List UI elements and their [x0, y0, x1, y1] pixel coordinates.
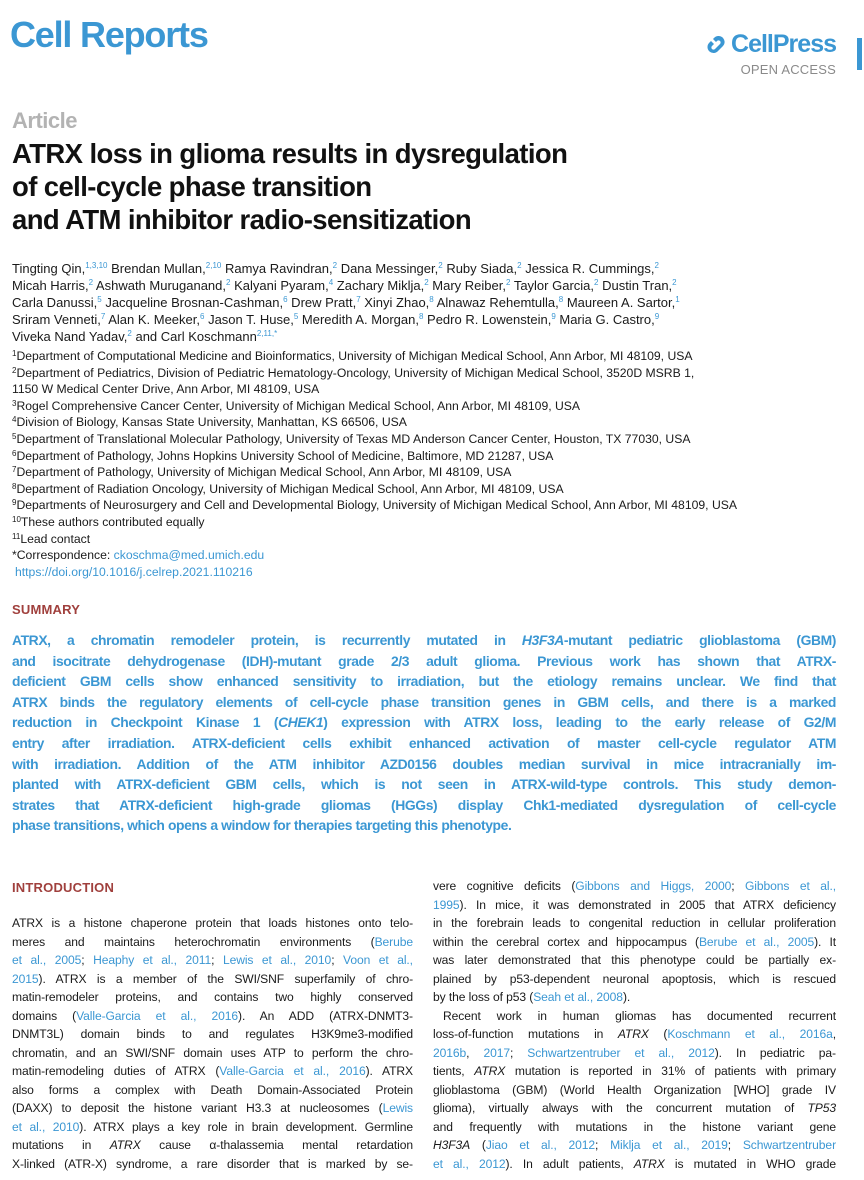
text-line: phase transitions, which opens a window for therapies targeting this phenotype. [12, 817, 512, 834]
text-line: et al., 2005; Heaphy et al., 2011; Lewis et al., 2010; Voon et al., [12, 953, 413, 967]
affiliation-number: 2 [12, 365, 17, 375]
text-line: deficient GBM cells show enhanced sensitivity to irradiation, but the etiology remains unclear. We find that [12, 673, 836, 690]
article-type: Article [12, 108, 77, 133]
affiliation-text: Department of Pediatrics, Division of Pediatric Hematology-Oncology, University of Michigan Medical School, 3520D MSRB 1, [16, 365, 695, 380]
author-name: Pedro R. Lowenstein, [423, 312, 552, 327]
author-name: Ruby Siada, [442, 261, 518, 276]
doi-row [12, 564, 737, 581]
affiliation-text: Lead contact [20, 531, 91, 546]
citation-link[interactable]: Koschmann et al., 2016a [667, 1027, 833, 1041]
author-name: Maria G. Castro, [555, 312, 655, 327]
affiliation-text: Department of Pathology, Johns Hopkins University School of Medicine, Baltimore, MD 21287, USA [16, 448, 554, 463]
affiliation-number: 7 [12, 465, 17, 475]
affiliation-marker[interactable]: 6 [283, 295, 288, 304]
accent-bar [857, 38, 862, 70]
text-line: vere cognitive deficits (Gibbons and Higgs, 2000; Gibbons et al., [433, 879, 836, 893]
affiliation-text: Department of Radiation Oncology, University of Michigan Medical School, Ann Arbor, MI 48109, USA [16, 481, 564, 496]
citation-link[interactable]: Gibbons and Higgs, 2000 [575, 879, 732, 893]
citation-link[interactable]: Valle-Garcia et al., 2016 [76, 1008, 239, 1023]
affiliation-marker[interactable]: 2 [127, 329, 132, 338]
title-line: and ATM inhibitor radio-sensitization [12, 204, 472, 235]
citation-link[interactable]: Berube et al., 2005 [698, 934, 815, 949]
affiliation-text: 1150 W Medical Center Drive, Ann Arbor, MI 48109, USA [12, 382, 320, 397]
text-line: 1995). In mice, it was demonstrated in 2005 that ATRX deficiency [433, 897, 836, 912]
text-line: entry after irradiation. ATRX-deficient cells exhibit enhanced activation of master cell-cycle regulator ATM [12, 734, 836, 751]
gene-name: H3F3A [521, 632, 564, 648]
text-line: 2016b, 2017; Schwartzentruber et al., 2012). In pediatric pa- [433, 1045, 836, 1060]
title-line: of cell-cycle phase transition [12, 171, 372, 202]
citation-link[interactable]: 2016b [433, 1045, 467, 1060]
text-line: plained by p53-dependent neuronal apoptosis, which is rescued [433, 971, 836, 986]
affiliation-number: 4 [12, 415, 17, 425]
text-line: reduction in Checkpoint Kinase 1 (CHEK1) expression with ATRX loss, leading to the early release of G2/M [12, 714, 836, 731]
affiliation-marker[interactable]: 4 [328, 278, 334, 287]
author-name: Dana Messinger, [337, 261, 439, 276]
text-line: glioblastoma (GBM) (World Health Organization [WHO] grade IV [433, 1082, 836, 1097]
text-line: glioma), virtually always with the concurrent mutation of TP53 [433, 1101, 836, 1115]
affiliation-marker[interactable]: 2 [517, 261, 522, 270]
affiliation [12, 414, 737, 431]
citation-link[interactable]: Seah et al., 2008 [533, 990, 623, 1004]
affiliation-marker[interactable]: 2 [505, 278, 511, 287]
text-line: (DAXX) to deposit the histone variant H3.3 at nucleosomes (Lewis [12, 1101, 413, 1115]
author-name: Mary Reiber, [428, 278, 506, 293]
journal-logo: Cell Reports [10, 14, 208, 55]
affiliation-marker[interactable]: 2 [226, 278, 231, 287]
affiliation-marker[interactable]: 1,3,10 [85, 261, 108, 270]
text-line: was later demonstrated that this phenotype could be partially ex- [433, 953, 836, 967]
intro-column-right [433, 877, 836, 1173]
affiliation-marker[interactable]: 5 [97, 295, 102, 304]
affiliation [12, 481, 737, 498]
gene-name: ATRX [617, 1027, 649, 1041]
affiliation-marker[interactable]: 8 [418, 312, 424, 321]
citation-link[interactable]: Voon et al., [343, 953, 413, 967]
cellpress-logo-icon [705, 34, 727, 56]
citation-link[interactable]: Gibbons et al., [745, 879, 836, 893]
author-list [12, 260, 680, 345]
summary-text [12, 630, 836, 836]
author-name: Taylor Garcia, [510, 278, 595, 293]
affiliation-marker[interactable]: 9 [551, 312, 556, 321]
publisher-name: CellPress [731, 30, 836, 58]
gene-name: TP53 [807, 1101, 836, 1115]
text-line: by the loss of p53 (Seah et al., 2008). [433, 990, 631, 1004]
affiliation-number: 6 [12, 448, 17, 458]
author-name: Carla Danussi, [12, 295, 98, 310]
citation-link[interactable]: Valle-Garcia et al., 2016 [219, 1064, 366, 1078]
affiliation-marker[interactable]: 8 [558, 295, 564, 304]
author-line [12, 260, 680, 277]
affiliation-marker[interactable]: 1 [675, 295, 680, 304]
affiliation-text: Division of Biology, Kansas State University, Manhattan, KS 66506, USA [16, 415, 407, 430]
affiliation [12, 348, 737, 365]
author-name: Xinyi Zhao, [360, 295, 430, 310]
affiliation-number: 10 [12, 514, 21, 524]
affiliation [12, 398, 737, 415]
citation-link[interactable]: Lewis et al., 2010 [222, 953, 332, 967]
text-line: mutations in ATRX cause α-thalassemia mental retardation [12, 1138, 414, 1152]
gene-name: ATRX [474, 1064, 506, 1078]
affiliation-marker[interactable]: 2 [654, 261, 659, 270]
text-line: strates that ATRX-deficient high-grade gliomas (HGGs) display Chk1-mediated dysregulation of cell-cycle [12, 796, 836, 813]
affiliations [12, 348, 737, 580]
text-line: domains (Valle-Garcia et al., 2016). An ADD (ATRX-DNMT3- [12, 1008, 413, 1023]
affiliation [12, 448, 737, 465]
affiliation-text: Department of Translational Molecular Pathology, University of Texas MD Anderson Cancer Center, Houston, TX 77030, USA [16, 431, 691, 446]
author-name: Ramya Ravindran, [221, 261, 333, 276]
affiliation-marker[interactable]: 7 [356, 295, 361, 304]
author-name: Jason T. Huse, [204, 312, 294, 327]
author-name: Kalyani Pyaram, [230, 278, 329, 293]
citation-link[interactable]: Lewis [382, 1101, 413, 1115]
affiliation-marker[interactable]: 2 [594, 278, 599, 287]
text-line: ATRX binds the regulatory elements of cell-cycle phase transition genes in GBM cells, and there is a marked [12, 693, 836, 710]
affiliation-marker[interactable]: 5 [293, 312, 299, 321]
author-name: Dustin Tran, [598, 278, 673, 293]
doi-link[interactable]: https://doi.org/10.1016/j.celrep.2021.110216 [15, 564, 253, 579]
citation-link[interactable]: et al., 2005 [12, 953, 82, 967]
citation-link[interactable]: Berube [374, 934, 413, 949]
author-name: Maureen A. Sartor, [563, 295, 676, 310]
author-line [12, 294, 680, 311]
citation-link[interactable]: Miklja et al., 2019 [610, 1138, 728, 1152]
gene-name: ATRX [633, 1156, 665, 1171]
affiliation [12, 365, 737, 382]
author-name: Ashwath Muruganand, [93, 278, 227, 293]
affiliation [12, 464, 737, 481]
author-name: Jessica R. Cummings, [521, 261, 655, 276]
author-name: Meredith A. Morgan, [298, 312, 419, 327]
text-line: X-linked (ATR-X) syndrome, a rare disorder that is marked by se- [12, 1156, 413, 1171]
introduction-heading: INTRODUCTION [12, 880, 115, 895]
author-name: Tingting Qin, [12, 261, 86, 276]
affiliation [12, 497, 737, 514]
text-line: matin-remodeling duties of ATRX (Valle-Garcia et al., 2016). ATRX [12, 1064, 413, 1078]
affiliation-marker[interactable]: 7 [100, 312, 106, 321]
author-name: Micah Harris, [12, 278, 89, 293]
citation-link[interactable]: et al., 2012 [433, 1156, 506, 1171]
author-name: Zachary Miklja, [333, 278, 425, 293]
text-line: Recent work in human gliomas has documented recurrent [443, 1008, 836, 1023]
author-name: Alan K. Meeker, [105, 312, 200, 327]
affiliation-text: Rogel Comprehensive Cancer Center, University of Michigan Medical School, Ann Arbor, MI 48109, USA [16, 398, 581, 413]
author-line [12, 328, 680, 345]
affiliation-number: 8 [12, 481, 17, 491]
text-line: also forms a complex with Death Domain-Associated Protein [12, 1082, 413, 1097]
text-line: tients, ATRX mutation is reported in 31% of patients with primary [433, 1064, 836, 1078]
gene-name: H3F3A [433, 1138, 471, 1152]
text-line: with irradiation. Addition of the ATM inhibitor AZD0156 doubles median survival in mice intracranially im- [12, 755, 836, 772]
citation-link[interactable]: 2017 [483, 1045, 510, 1060]
affiliation-text: Departments of Neurosurgery and Cell and Developmental Biology, University of Michigan Medical School, Ann Arbor, MI 48109, USA [16, 498, 738, 513]
gene-name: CHEK1 [278, 714, 324, 731]
intro-column-left [12, 914, 413, 1173]
author-name: Alnawaz Rehemtulla, [433, 295, 559, 310]
citation-link[interactable]: et al., 2010 [12, 1119, 80, 1134]
affiliation-text: Department of Pathology, University of Michigan Medical School, Ann Arbor, MI 48109, USA [16, 465, 512, 480]
affiliation-marker[interactable]: 9 [654, 312, 660, 321]
affiliation-number: 1 [12, 349, 17, 358]
author-name: Viveka Nand Yadav, [12, 329, 128, 344]
citation-link[interactable]: Jiao et al., 2012 [485, 1138, 596, 1152]
affiliation-marker[interactable]: 2 [672, 278, 677, 287]
title-line: ATRX loss in glioma results in dysregulation [12, 138, 568, 169]
text-line: meres and maintains heterochromatin environments (Berube [12, 934, 413, 949]
correspondence [12, 547, 737, 564]
affiliation [12, 531, 737, 548]
author-name: Sriram Venneti, [12, 312, 101, 327]
author-name: and Carl Koschmann [131, 329, 257, 344]
author-name: Jacqueline Brosnan-Cashman, [101, 295, 284, 310]
text-line: ATRX, a chromatin remodeler protein, is recurrently mutated in H3F3A-mutant pediatric glioblastoma (GBM) [12, 632, 836, 648]
citation-link[interactable]: 2015 [12, 971, 39, 986]
affiliation [12, 514, 737, 531]
summary-heading: SUMMARY [12, 602, 81, 617]
text-line: in the forebrain leads to congenital reduction in cellular proliferation [433, 916, 836, 930]
citation-link[interactable]: 1995 [433, 897, 460, 912]
correspondence-email-link[interactable]: ckoschma@med.umich.edu [113, 548, 265, 563]
affiliation-marker[interactable]: 2,11,* [256, 329, 278, 338]
citation-link[interactable]: Schwartzentruber [742, 1138, 836, 1152]
text-line: et al., 2010). ATRX plays a key role in brain development. Germline [12, 1119, 413, 1134]
affiliation-marker[interactable]: 6 [200, 312, 205, 321]
text-line: within the cerebral cortex and hippocampus (Berube et al., 2005). It [433, 934, 836, 949]
open-access-label: OPEN ACCESS [740, 61, 836, 77]
affiliation-marker[interactable]: 2 [88, 278, 94, 287]
text-line: and frequently with mutations in the histone variant gene [433, 1119, 836, 1134]
affiliation-number: 3 [12, 398, 17, 408]
text-line: matin-remodeler proteins, and contains two highly conserved [12, 990, 413, 1004]
text-line: and isocitrate dehydrogenase (IDH)-mutant grade 2/3 adult glioma. Previous work has shown that ATRX- [12, 652, 836, 669]
affiliation-marker[interactable]: 2 [424, 278, 429, 287]
text-line: et al., 2012). In adult patients, ATRX is mutated in WHO grade [433, 1156, 837, 1171]
citation-link[interactable]: Schwartzentruber et al., 2012 [527, 1045, 715, 1060]
text-line: H3F3A (Jiao et al., 2012; Miklja et al., 2019; Schwartzentruber [433, 1138, 836, 1152]
affiliation-marker[interactable]: 2 [332, 261, 338, 270]
author-line [12, 277, 680, 294]
paper-title [12, 137, 567, 236]
affiliation-number: 11 [12, 531, 21, 541]
author-name: Drew Pratt, [287, 295, 357, 310]
affiliation-number: 9 [12, 498, 17, 508]
affiliation-text: Department of Computational Medicine and Bioinformatics, University of Michigan Medical School, Ann Arbor, MI 48109, USA [16, 349, 693, 363]
affiliation [12, 381, 737, 398]
text-line: chromatin, and an SWI/SNF domain uses ATP to perform the chro- [12, 1045, 413, 1060]
text-line: ATRX is a histone chaperone protein that loads histones onto telo- [12, 916, 413, 930]
text-line: 2015). ATRX is a member of the SWI/SNF superfamily of chro- [12, 971, 413, 986]
citation-link[interactable]: Heaphy et al., 2011 [93, 953, 212, 967]
affiliation-marker[interactable]: 2 [438, 261, 443, 270]
gene-name: ATRX [109, 1138, 141, 1152]
affiliation-number: 5 [12, 431, 17, 441]
author-line [12, 311, 680, 328]
affiliation-text: These authors contributed equally [20, 514, 205, 529]
publisher-logo [705, 30, 836, 77]
text-line: loss-of-function mutations in ATRX (Koschmann et al., 2016a, [433, 1027, 837, 1041]
text-line: DNMT3L) domain binds to and regulates H3K9me3-modified [12, 1027, 413, 1041]
affiliation-marker[interactable]: 8 [429, 295, 434, 304]
correspondence-label: *Correspondence: [12, 548, 114, 563]
affiliation [12, 431, 737, 448]
author-name: Brendan Mullan, [107, 261, 206, 276]
text-line: planted with ATRX-deficient GBM cells, which is not seen in ATRX-wild-type controls. This study demon- [12, 776, 836, 793]
affiliation-marker[interactable]: 2,10 [205, 261, 222, 270]
